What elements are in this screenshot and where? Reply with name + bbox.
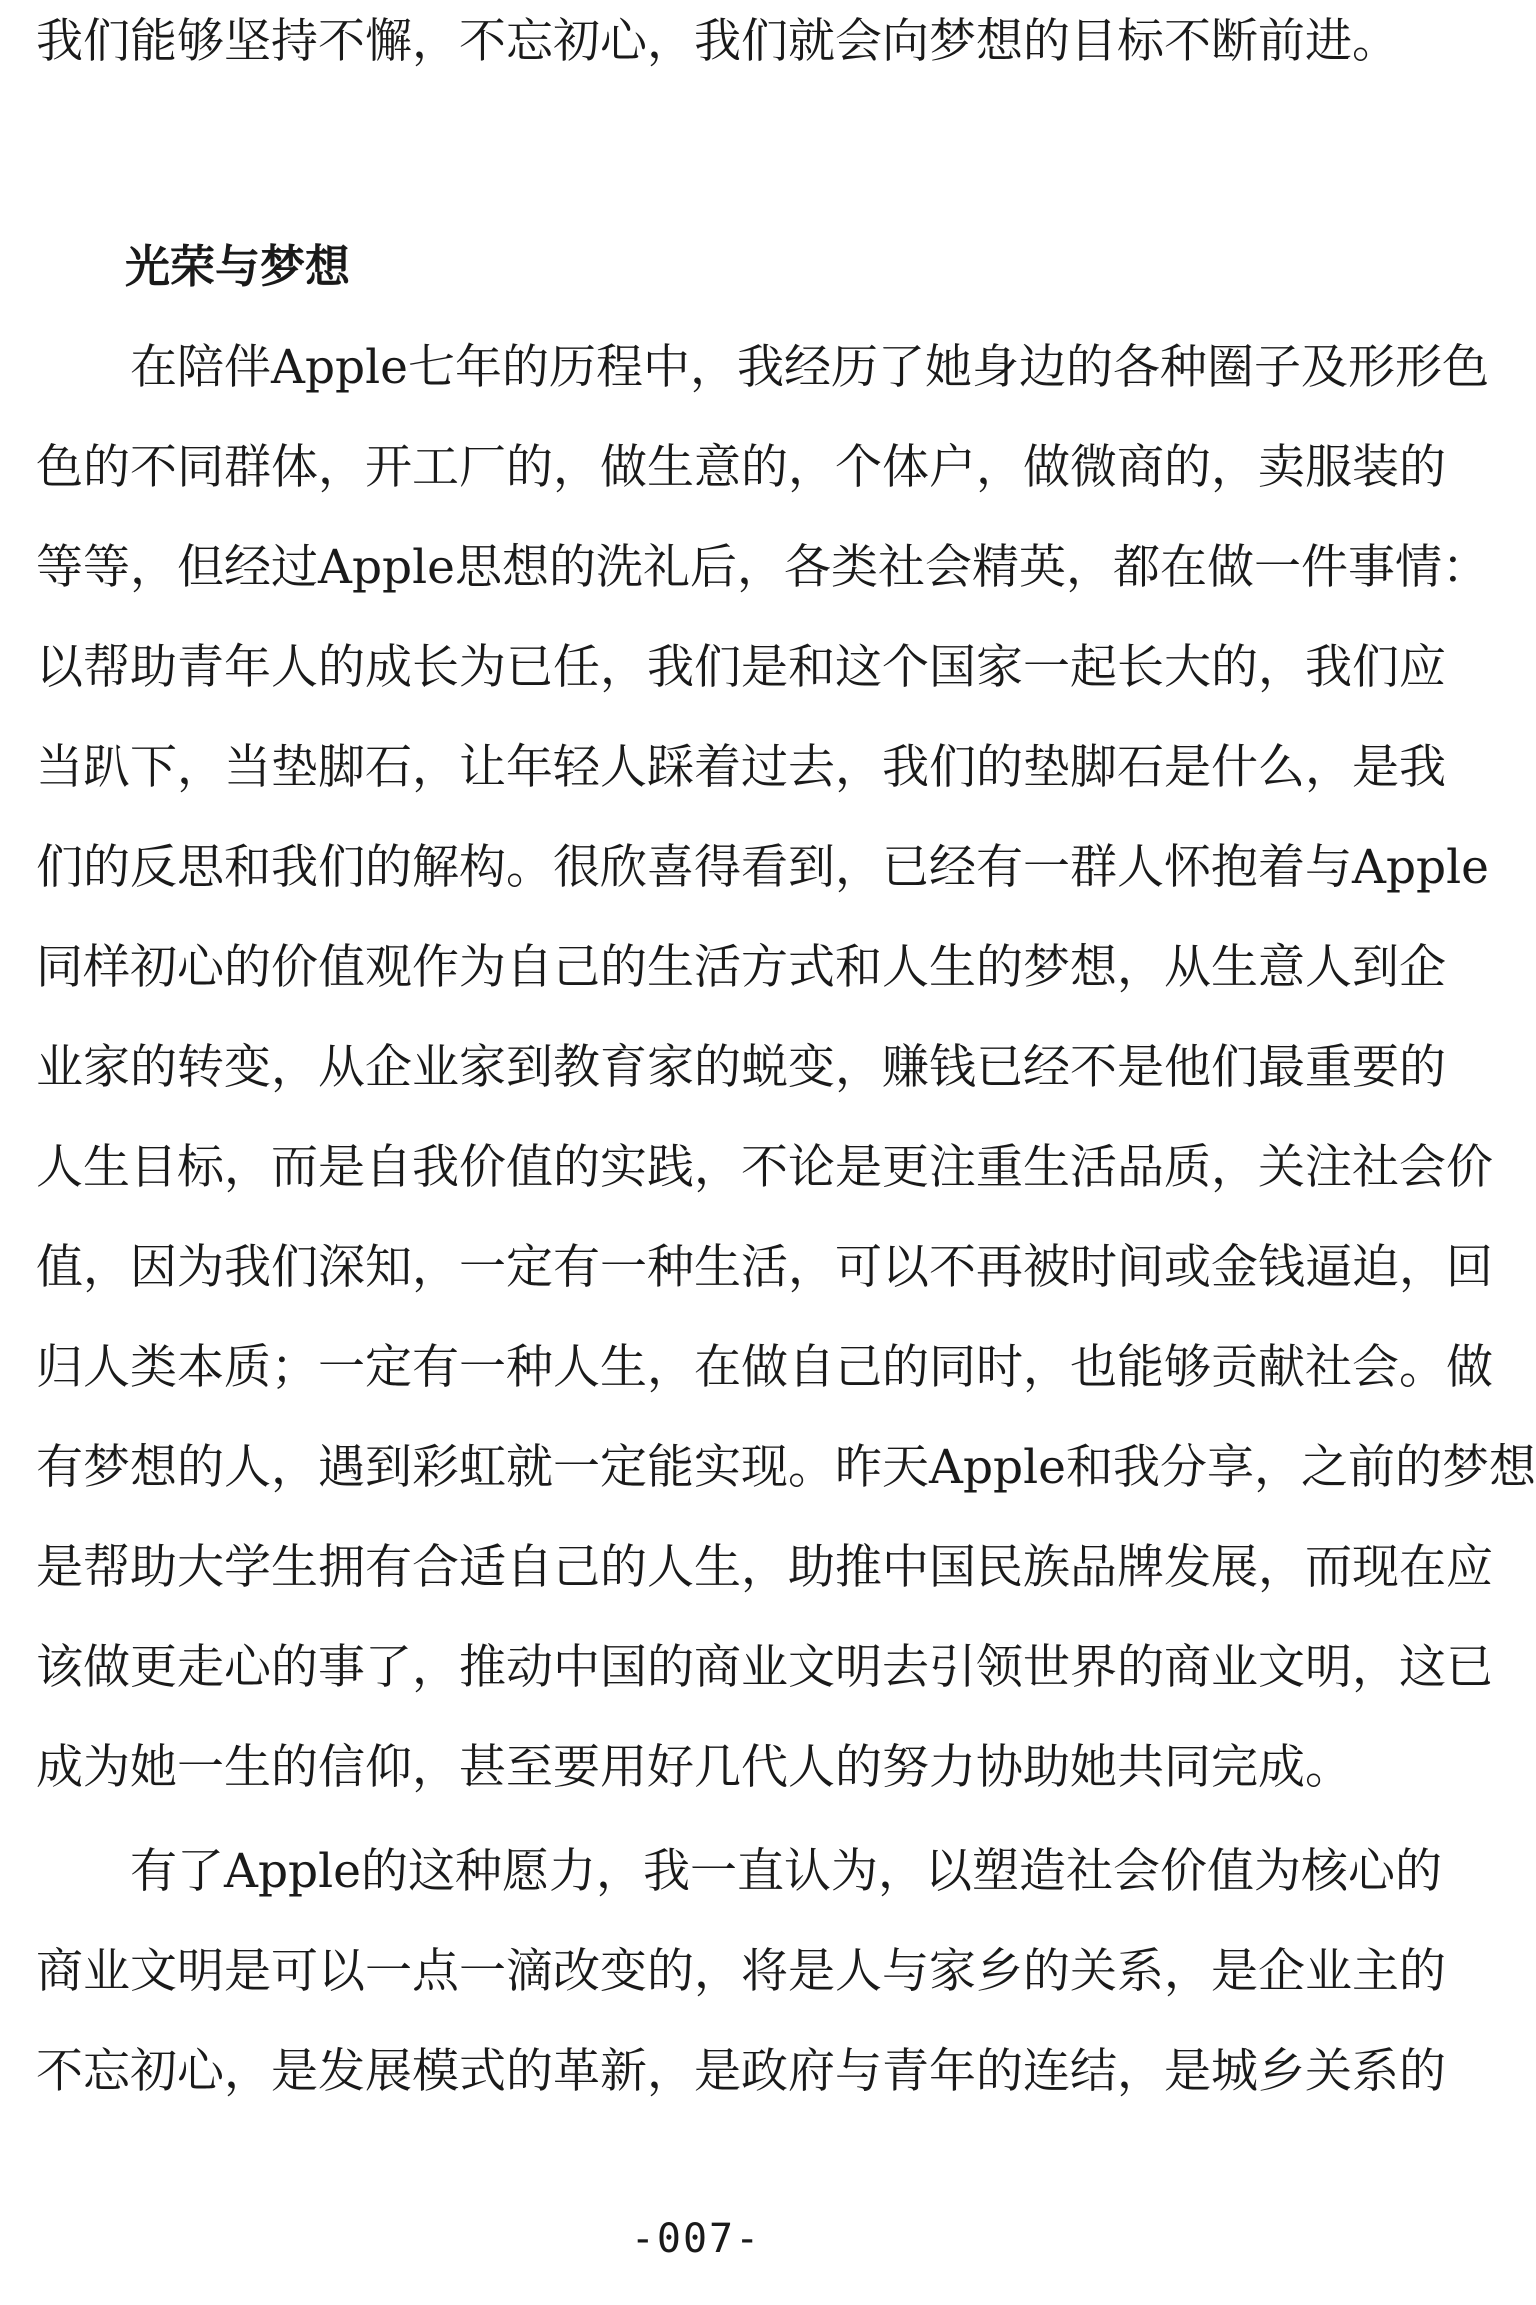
page-number: -007-: [630, 2216, 762, 2262]
body-text-line: 值，因为我们深知，一定有一种生活，可以不再被时间或金钱逼迫，回: [36, 1240, 1493, 1295]
section-heading: 光荣与梦想: [125, 240, 351, 293]
body-text-line: 是帮助大学生拥有合适自己的人生，助推中国民族品牌发展，而现在应: [36, 1540, 1493, 1595]
body-text-line: 等等，但经过Apple思想的洗礼后，各类社会精英，都在做一件事情：: [36, 540, 1489, 595]
body-text-line: 们的反思和我们的解构。很欣喜得看到，已经有一群人怀抱着与Apple: [36, 840, 1489, 895]
body-text-line: 当趴下，当垫脚石，让年轻人踩着过去，我们的垫脚石是什么，是我: [36, 740, 1446, 795]
body-text-line: 同样初心的价值观作为自己的生活方式和人生的梦想，从生意人到企: [36, 940, 1446, 995]
body-text-line: 以帮助青年人的成长为已任，我们是和这个国家一起长大的，我们应: [36, 640, 1446, 695]
body-text-line: 人生目标，而是自我价值的实践，不论是更注重生活品质，关注社会价: [36, 1140, 1493, 1195]
body-text-line: 在陪伴Apple七年的历程中，我经历了她身边的各种圈子及形形色: [36, 340, 1489, 395]
body-text-line: 归人类本质；一定有一种人生，在做自己的同时，也能够贡献社会。做: [36, 1340, 1493, 1395]
body-text-line: 有梦想的人，遇到彩虹就一定能实现。昨天Apple和我分享，之前的梦想: [36, 1440, 1536, 1495]
body-text-line: 不忘初心，是发展模式的革新，是政府与青年的连结，是城乡关系的: [36, 2044, 1446, 2099]
body-text-line: 成为她一生的信仰，甚至要用好几代人的努力协助她共同完成。: [36, 1740, 1352, 1795]
body-text-line: 色的不同群体，开工厂的，做生意的，个体户，做微商的，卖服装的: [36, 440, 1446, 495]
body-text-line: 有了Apple的这种愿力，我一直认为，以塑造社会价值为核心的: [36, 1844, 1442, 1899]
body-text-line: 业家的转变，从企业家到教育家的蜕变，赚钱已经不是他们最重要的: [36, 1040, 1446, 1095]
body-text-line: 该做更走心的事了，推动中国的商业文明去引领世界的商业文明，这已: [36, 1640, 1493, 1695]
body-text-line: 商业文明是可以一点一滴改变的，将是人与家乡的关系，是企业主的: [36, 1944, 1446, 1999]
body-text-line: 我们能够坚持不懈，不忘初心，我们就会向梦想的目标不断前进。: [36, 14, 1399, 69]
